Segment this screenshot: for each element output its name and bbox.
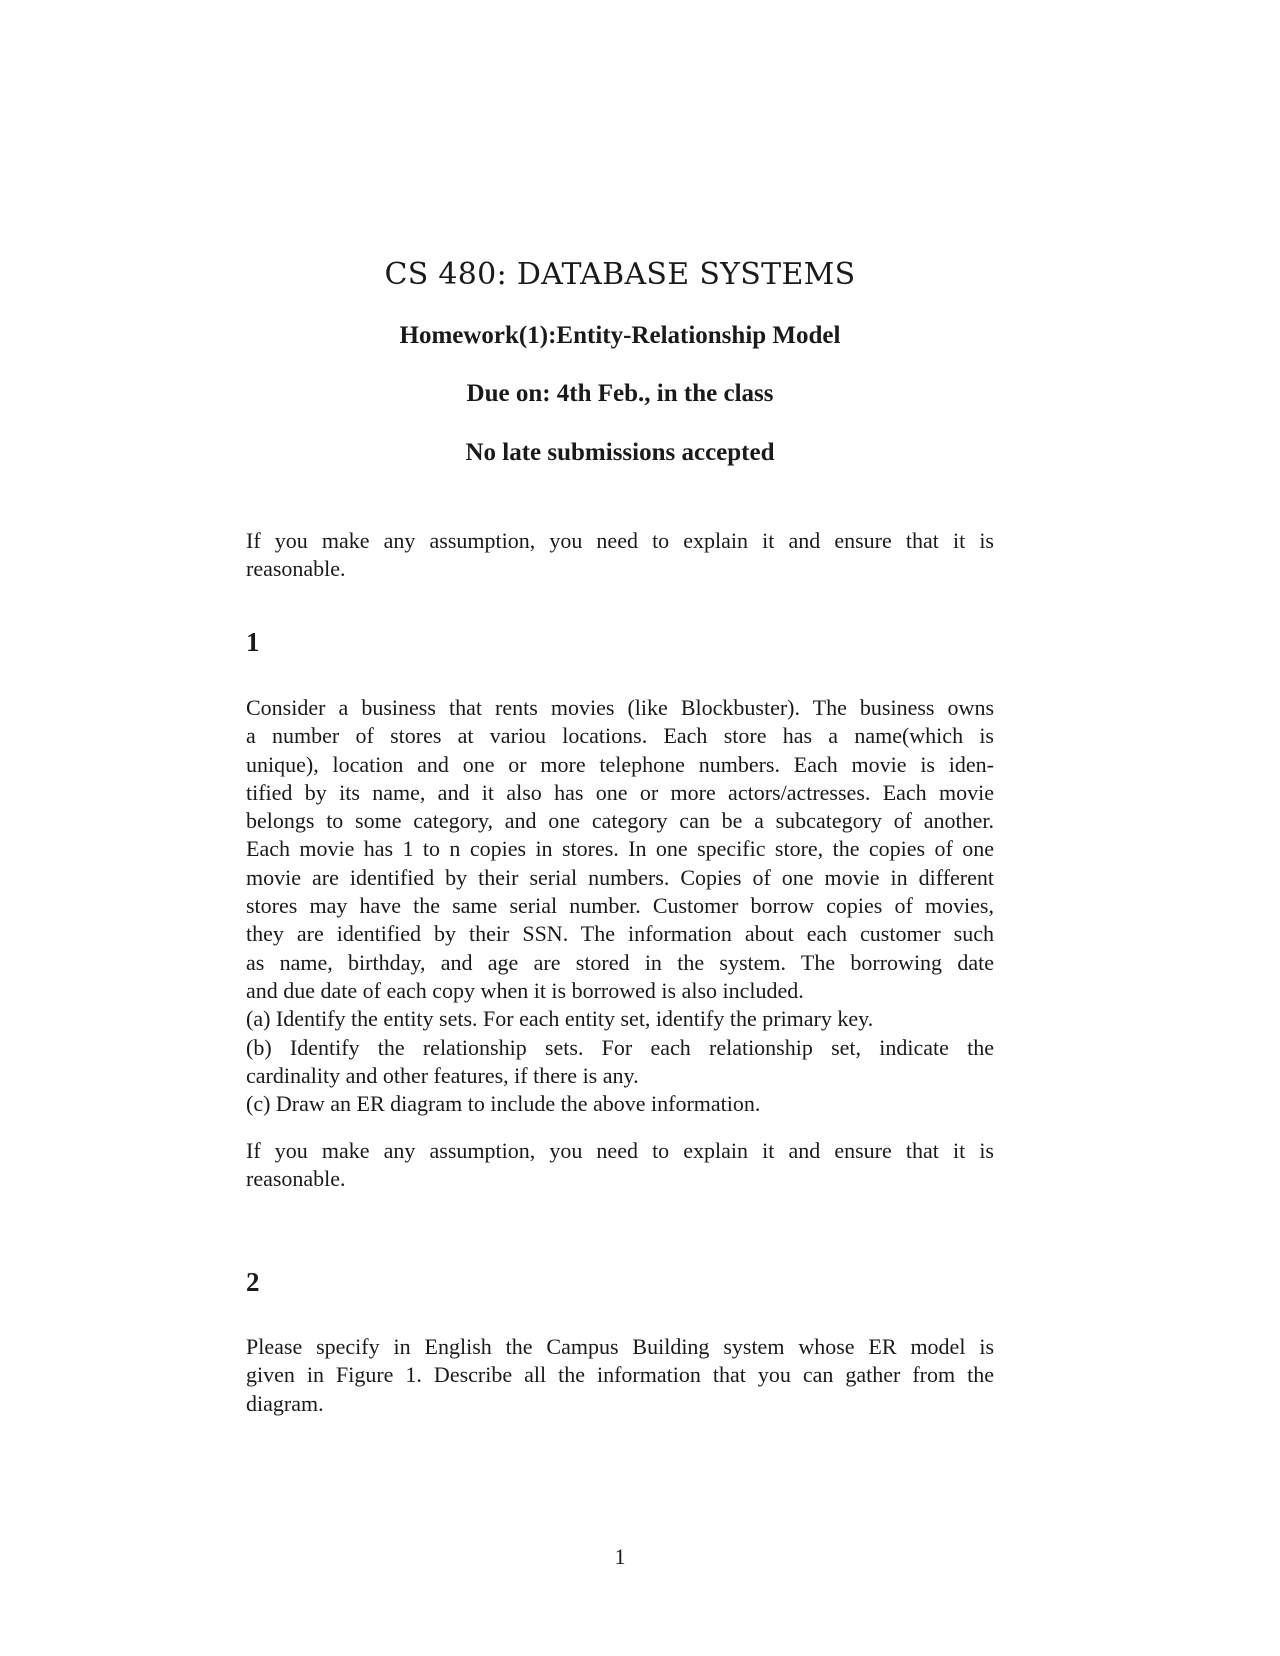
late-policy: No late submissions accepted [465,439,775,466]
section-2-line: Please specify in English the Campus Building system whose ER model is [246,1334,994,1359]
question-b-cont: cardinality and other features, if there is any. [246,1062,639,1088]
question-c: (c) Draw an ER diagram to include the above information. [246,1091,761,1117]
course-title: CS 480: DATABASE SYSTEMS [384,257,856,292]
section-1-line: Consider a business that rents movies (like Blockbuster). The business owns [246,695,994,720]
section-2-line: diagram. [246,1390,324,1416]
section-1-body [246,694,994,1118]
section-1-number: 1 [246,627,260,657]
section-1-line: belongs to some category, and one category can be a subcategory of another. [246,808,994,834]
closing-line: If you make any assumption, you need to explain it and ensure that it is [246,1138,994,1163]
page-number: 1 [614,1544,626,1569]
section-1-line: unique), location and one or more telephone numbers. Each movie is iden- [246,751,994,777]
section-1-line: stores may have the same serial number. Customer borrow copies of movies, [246,893,994,919]
section-2-body [246,1333,994,1418]
section-1-line: Each movie has 1 to n copies in stores. In one specific store, the copies of one [246,836,994,862]
section-1-line: and due date of each copy when it is borrowed is also included. [246,977,804,1003]
question-a: (a) Identify the entity sets. For each entity set, identify the primary key. [246,1006,874,1032]
intro-line: reasonable. [246,556,346,582]
section-1-line: a number of stores at variou locations. Each store has a name(which is [246,723,994,749]
due-date: Due on: 4th Feb., in the class [466,380,774,407]
question-b: (b) Identify the relationship sets. For each relationship set, indicate the [246,1034,994,1060]
homework-title: Homework(1):Entity-Relationship Model [399,322,841,349]
section-1-line: as name, birthday, and age are stored in the system. The borrowing date [246,949,994,975]
section-1-line: they are identified by their SSN. The information about each customer such [246,921,994,947]
section-1-closing [246,1137,994,1194]
closing-line: reasonable. [246,1166,346,1192]
intro-line: If you make any assumption, you need to explain it and ensure that it is [246,528,994,553]
section-1-line: movie are identified by their serial numbers. Copies of one movie in different [246,864,994,890]
section-2-line: given in Figure 1. Describe all the information that you can gather from the [246,1362,994,1388]
section-2-number: 2 [246,1267,260,1297]
section-1-line: tified by its name, and it also has one or more actors/actresses. Each movie [246,779,994,805]
intro-paragraph [246,527,994,584]
